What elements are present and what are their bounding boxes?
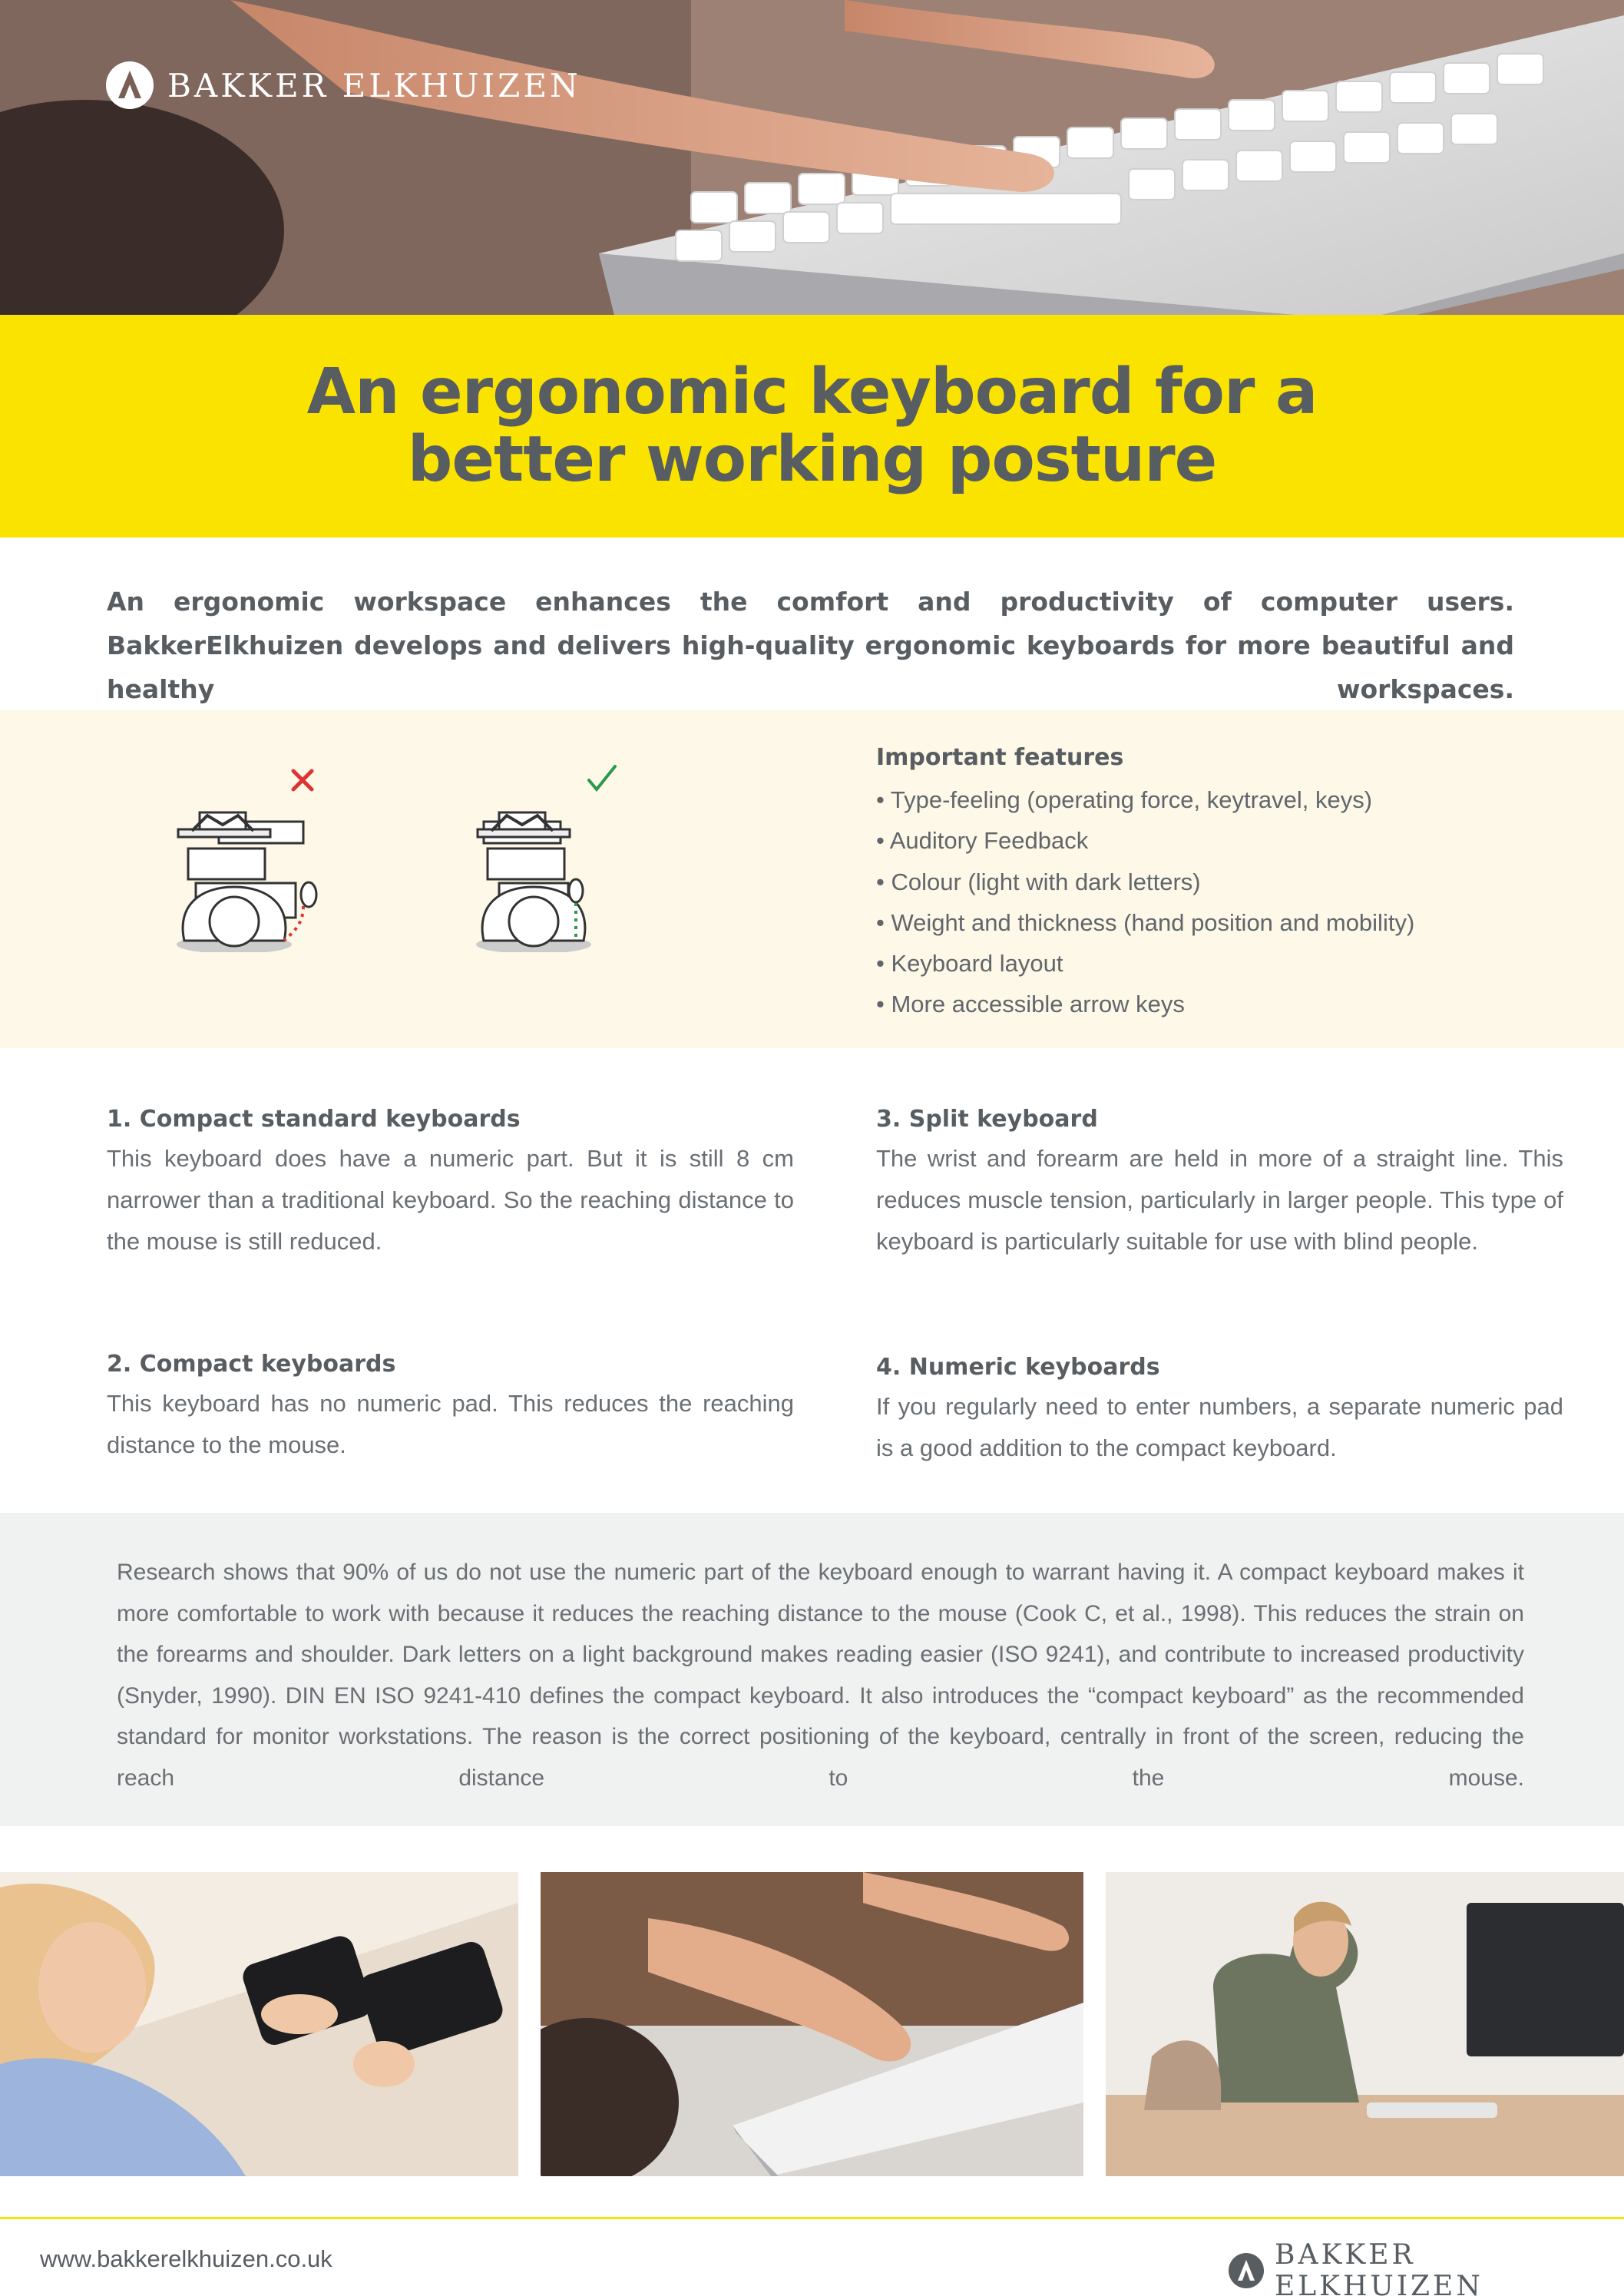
section-compact (107, 1349, 794, 1466)
features-list (876, 779, 1414, 1025)
cross-icon (293, 771, 312, 789)
feature-item: • Colour (light with dark letters) (876, 868, 1201, 895)
hero-photo (0, 0, 1624, 315)
page-title-line-1: An ergonomic keyboard for a (306, 356, 1318, 428)
feature-item: • Type-feeling (operating force, keytravel, keys) (876, 786, 1373, 813)
section-title: 2. Compact keyboards (107, 1351, 396, 1378)
section-numeric (876, 1352, 1563, 1469)
title-banner (0, 315, 1624, 538)
right-posture-figure (476, 812, 591, 952)
photo-split-keyboard (0, 1872, 518, 2176)
brand-logo-icon (106, 61, 154, 109)
brand-logo (106, 61, 581, 109)
feature-item: • Keyboard layout (876, 950, 1063, 978)
section-title: 1. Compact standard keyboards (107, 1106, 521, 1133)
photo-compact-keyboard (541, 1872, 1083, 2176)
section-split (876, 1104, 1563, 1262)
hero-keyboard-illustration (0, 0, 1624, 315)
posture-diagram (161, 753, 637, 952)
footer-brand-logo-icon (1229, 2253, 1264, 2288)
research-paragraph: Research shows that 90% of us do not use the numeric part of the keyboard enough to warrant having it. A compact keyboard makes it more comfortable to work with because it reduces the reaching distance to the mouse (Cook C, et al., 1998). This reduces the strain on the forearms and shoulder. Dark letters on a light background makes reading easier (ISO 9241), and contribute to increased productivity (Snyder, 1990). DIN EN ISO 9241-410 defines the compact keyboard. It also introduces the “compact keyboard” as the recommended standard for monitor workstations. The reason is the correct positioning of the keyboard, centrally in front of the screen, reducing the reach distance to the mouse. (117, 1560, 1524, 1791)
wrong-posture-figure (177, 812, 316, 952)
check-icon (589, 766, 615, 789)
page-title-line-2: better working posture (407, 423, 1217, 496)
section-compact-standard (107, 1104, 794, 1262)
section-title: 4. Numeric keyboards (876, 1354, 1160, 1381)
photo-woman-at-desk (1106, 1872, 1624, 2176)
feature-item: • Auditory Feedback (876, 827, 1089, 855)
brand-logo-text: BAKKER ELKHUIZEN (167, 66, 581, 104)
intro-paragraph: An ergonomic workspace enhances the comfort and productivity of computer users. BakkerElkhuizen develops and delivers high-quality ergonomic keyboards for more beautiful and healthy workspaces. (107, 587, 1514, 704)
feature-item: • Weight and thickness (hand position and mobility) (876, 908, 1415, 936)
section-text: This keyboard does have a numeric part. But it is still 8 cm narrower than a traditional keyboard. So the reaching distance to the mouse is still reduced. (107, 1145, 794, 1255)
footer-brand-logo (1229, 2239, 1624, 2296)
section-title: 3. Split keyboard (876, 1106, 1098, 1133)
footer-website-link[interactable]: www.bakkerelkhuizen.co.uk (40, 2245, 332, 2272)
footer-divider (0, 2217, 1624, 2219)
section-text: This keyboard has no numeric pad. This reduces the reaching distance to the mouse. (107, 1390, 794, 1458)
section-text: If you regularly need to enter numbers, a separate numeric pad is a good addition to the compact keyboard. (876, 1393, 1563, 1461)
feature-item: • More accessible arrow keys (876, 991, 1185, 1018)
features-title: Important features (876, 744, 1124, 771)
section-text: The wrist and forearm are held in more of a straight line. This reduces muscle tension, particularly in larger people. This type of keyboard is particularly suitable for use with blind people. (876, 1145, 1563, 1255)
footer-brand-logo-text: BAKKER ELKHUIZEN (1275, 2239, 1483, 2296)
